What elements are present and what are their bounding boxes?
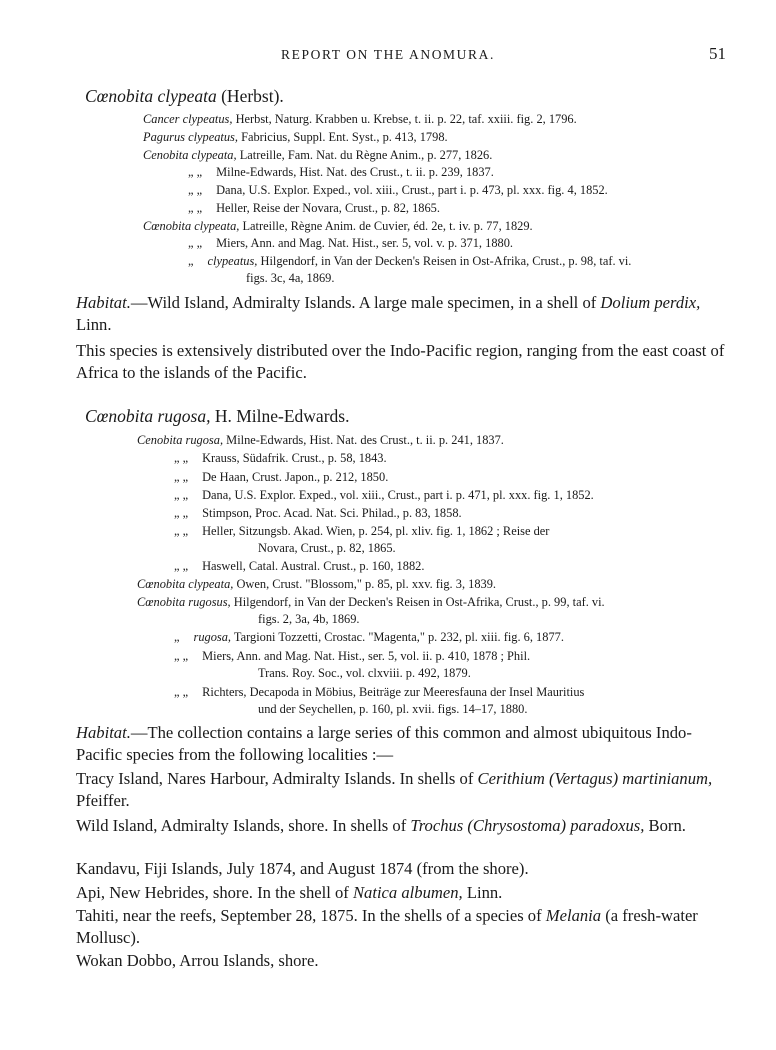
species-title [85, 406, 349, 427]
locality-paragraph: Api, New Hebrides, shore. In the shell of Natica albumen, Linn. [76, 883, 503, 902]
genus-name: Cœnobita [85, 406, 154, 426]
synonym-entry: Cœnobita rugosus, Hilgendorf, in Van der Decken's Reisen in Ost-Afrika, Crust., p. 99, taf. vi. [137, 595, 605, 609]
synonym-entry: Cœnobita clypeata, Latreille, Règne Anim. de Cuvier, éd. 2e, t. iv. p. 77, 1829. [143, 219, 533, 233]
locality-paragraph: Tracy Island, Nares Harbour, Admiralty Islands. In shells of Cerithium (Vertagus) martinianum, Pfeiffer. [76, 769, 713, 810]
synonym-continuation: figs. 2, 3a, 4b, 1869. [258, 612, 360, 626]
synonym-entry: „ „ Miers, Ann. and Mag. Nat. Hist., ser. 5, vol. ii. p. 410, 1878 ; Phil. [174, 649, 531, 663]
synonym-continuation: und der Seychellen, p. 160, pl. xvii. figs. 14–17, 1880. [258, 702, 528, 716]
synonym-entry: „ „ Milne-Edwards, Hist. Nat. des Crust., t. ii. p. 239, 1837. [188, 165, 494, 179]
locality-paragraph: Tahiti, near the reefs, September 28, 1875. In the shells of a species of Melania (a fresh-water Mollusc). [76, 906, 698, 947]
distribution-paragraph: This species is extensively distributed over the Indo-Pacific region, ranging from the east coast of Africa to the islands of the Pacific. [76, 341, 725, 382]
synonym-entry: „ „ Heller, Reise der Novara, Crust., p. 82, 1865. [188, 201, 440, 215]
synonym-entry: „ „ Krauss, Südafrik. Crust., p. 58, 1843. [174, 451, 387, 465]
habitat-paragraph: Habitat.—The collection contains a large series of this common and almost ubiquitous Indo-Pacific species from the following localities :— [76, 723, 692, 764]
synonym-continuation: Trans. Roy. Soc., vol. clxviii. p. 492, 1879. [258, 666, 471, 680]
synonym-entry: Cenobita clypeata, Latreille, Fam. Nat. du Règne Anim., p. 277, 1826. [143, 148, 493, 162]
synonym-entry: „ „ De Haan, Crust. Japon., p. 212, 1850. [174, 470, 389, 484]
species-name: clypeata [157, 86, 217, 106]
running-title: REPORT ON THE ANOMURA. [281, 47, 495, 62]
synonym-entry: „ „ Stimpson, Proc. Acad. Nat. Sci. Philad., p. 83, 1858. [174, 506, 462, 520]
species-title [85, 86, 284, 107]
locality-paragraph: Kandavu, Fiji Islands, July 1874, and August 1874 (from the shore). [76, 859, 529, 878]
page-header [0, 44, 776, 66]
synonym-entry: „ „ Miers, Ann. and Mag. Nat. Hist., ser. 5, vol. v. p. 371, 1880. [188, 236, 514, 250]
species-author: (Herbst). [221, 86, 284, 106]
synonym-entry: „ „ Richters, Decapoda in Möbius, Beiträge zur Meeresfauna der Insel Mauritius [174, 685, 585, 699]
synonym-continuation: figs. 3c, 4a, 1869. [246, 271, 335, 285]
synonym-entry: Cœnobita clypeata, Owen, Crust. "Blossom," p. 85, pl. xxv. fig. 3, 1839. [137, 577, 497, 591]
synonym-entry: „ „ Dana, U.S. Explor. Exped., vol. xiii., Crust., part i. p. 471, pl. xxx. fig. 1, 1852. [174, 488, 594, 502]
synonym-entry: „ rugosa, Targioni Tozzetti, Crostac. "Magenta," p. 232, pl. xiii. fig. 6, 1877. [174, 630, 564, 644]
synonym-entry: Cenobita rugosa, Milne-Edwards, Hist. Nat. des Crust., t. ii. p. 241, 1837. [137, 433, 504, 447]
species-author: H. Milne-Edwards. [214, 406, 350, 426]
species-name: rugosa, [157, 406, 211, 426]
synonym-entry: Cancer clypeatus, Herbst, Naturg. Krabben u. Krebse, t. ii. p. 22, taf. xxiii. fig. 2, 1796. [143, 112, 577, 126]
synonym-entry: „ „ Heller, Sitzungsb. Akad. Wien, p. 254, pl. xliv. fig. 1, 1862 ; Reise der [174, 524, 550, 538]
synonym-entry: „ „ Dana, U.S. Explor. Exped., vol. xiii., Crust., part i. p. 473, pl. xxx. fig. 4, 1852. [188, 183, 608, 197]
page-number: 51 [709, 44, 726, 63]
habitat-paragraph: Habitat.—Wild Island, Admiralty Islands. A large male specimen, in a shell of Dolium perdix, Linn. [76, 293, 701, 334]
synonym-entry: Pagurus clypeatus, Fabricius, Suppl. Ent. Syst., p. 413, 1798. [143, 130, 448, 144]
locality-paragraph: Wild Island, Admiralty Islands, shore. In shells of Trochus (Chrysostoma) paradoxus, Born. [76, 816, 686, 835]
synonym-entry: „ „ Haswell, Catal. Austral. Crust., p. 160, 1882. [174, 559, 425, 573]
synonym-entry: „ clypeatus, Hilgendorf, in Van der Decken's Reisen in Ost-Afrika, Crust., p. 98, taf. vi. [188, 254, 632, 268]
genus-name: Cœnobita [85, 86, 154, 106]
locality-paragraph: Wokan Dobbo, Arrou Islands, shore. [76, 951, 319, 970]
synonym-continuation: Novara, Crust., p. 82, 1865. [258, 541, 396, 555]
